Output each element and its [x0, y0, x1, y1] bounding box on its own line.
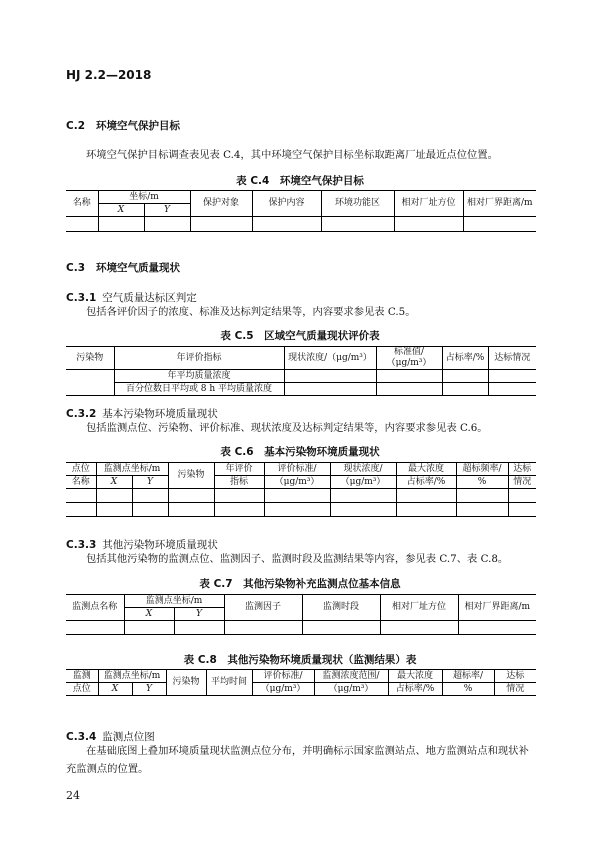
section-c34-paragraph-line2: 充监测点的位置。: [66, 763, 149, 775]
section-title: 空气质量达标区判定: [102, 292, 197, 304]
table-row: [66, 489, 536, 503]
col-object: 保护对象: [190, 191, 252, 217]
col-status: 达标: [494, 670, 536, 683]
row-annual: 年平均质量浓度: [114, 370, 284, 383]
col-standard: 评价标准/: [264, 463, 330, 476]
col-status: 达标情况: [488, 347, 536, 370]
col-point: 点位: [66, 463, 96, 476]
section-number: C.2: [66, 120, 86, 132]
table-row: [66, 370, 536, 383]
section-number: C.3: [66, 262, 86, 274]
col-factor: 监测因子: [224, 595, 302, 621]
col-y: Y: [144, 204, 190, 217]
col-content: 保护内容: [252, 191, 321, 217]
col-name: 名称: [66, 191, 98, 217]
table-c5-caption: 表 C.5 区域空气质量现状评价表: [220, 330, 380, 342]
col-max-2: 占标率/%: [388, 683, 442, 696]
col-exceed-2: %: [456, 476, 508, 489]
col-max-2: 占标率/%: [396, 476, 456, 489]
table-c6: [66, 462, 536, 517]
col-coord: 监测点坐标/m: [96, 463, 168, 476]
section-c31-paragraph: 包括各评价因子的浓度、标准及达标判定结果等，内容要求参见表 C.5。: [86, 306, 416, 318]
col-status-2: 情况: [494, 683, 536, 696]
col-x: X: [98, 204, 144, 217]
table-c4: [66, 190, 536, 232]
section-c3-heading: [66, 260, 180, 275]
col-point-2: 名称: [66, 476, 96, 489]
col-concentration: 现状浓度/: [330, 463, 396, 476]
col-name: 监测点名称: [66, 595, 124, 621]
col-direction: 相对厂址方位: [394, 191, 463, 217]
col-concentration-unit: （μg/m³）: [330, 476, 396, 489]
col-index-2: 指标: [214, 476, 264, 489]
section-title: 环境空气保护目标: [95, 120, 180, 132]
col-y: Y: [132, 476, 168, 489]
col-concentration: 现状浓度/（μg/m³）: [284, 347, 376, 370]
col-standard: 评价标准/: [252, 670, 314, 683]
table-c8-caption: 表 C.8 其他污染物环境质量现状（监测结果）表: [183, 654, 417, 666]
col-max: 最大浓度: [396, 463, 456, 476]
document-header: HJ 2.2—2018: [66, 68, 152, 82]
section-c32-paragraph: 包括监测点位、污染物、评价标准、现状浓度及达标判定结果等，内容要求参见表 C.6。: [86, 422, 488, 434]
col-x: X: [124, 608, 174, 621]
table-row: [66, 217, 536, 232]
col-standard-unit: （μg/m³）: [264, 476, 330, 489]
table-row: [66, 503, 536, 517]
col-point-2: 点位: [66, 683, 98, 696]
col-standard: 标准值/（μg/m³）: [376, 347, 442, 370]
table-c4-caption: 表 C.4 环境空气保护目标: [236, 175, 364, 187]
section-number: C.3.4: [66, 731, 97, 743]
section-title: 基本污染物环境质量现状: [102, 408, 218, 420]
table-row: [66, 383, 536, 396]
col-coord: 监测点坐标/m: [124, 595, 224, 608]
page-number: 24: [66, 789, 80, 802]
section-c34-paragraph-line1: 在基础底图上叠加环境质量现状监测点位分布，并明确标示国家监测站点、地方监测站点和现状补: [86, 745, 529, 757]
table-row: [66, 621, 536, 635]
col-distance: 相对厂界距离/m: [463, 191, 536, 217]
col-coord: 坐标/m: [98, 191, 190, 204]
section-c33-paragraph: 包括其他污染物的监测点位、监测因子、监测时段及监测结果等内容，参见表 C.7、表 C.8。: [86, 553, 509, 565]
section-number: C.3.2: [66, 408, 97, 420]
col-exceed-2: %: [442, 683, 494, 696]
col-pollutant: 污染物: [66, 347, 114, 370]
col-rate: 占标率/%: [442, 347, 488, 370]
col-pollutant: 污染物: [166, 670, 206, 696]
col-range: 监测浓度范围/: [314, 670, 388, 683]
col-period: 监测时段: [302, 595, 380, 621]
row-percentile: 百分位数日平均或 8 h 平均质量浓度: [114, 383, 284, 396]
section-c2-paragraph: 环境空气保护目标调查表见表 C.4，其中环境空气保护目标坐标取距离厂址最近点位位置。: [86, 149, 498, 161]
col-range-unit: （μg/m³）: [314, 683, 388, 696]
col-status-2: 情况: [508, 476, 536, 489]
col-exceed: 超标率/: [442, 670, 494, 683]
section-title: 监测点位图: [102, 731, 155, 743]
table-c6-caption: 表 C.6 基本污染物环境质量现状: [220, 446, 380, 458]
col-exceed: 超标频率/: [456, 463, 508, 476]
table-c7: [66, 594, 536, 635]
col-avg-time: 平均时间: [206, 670, 252, 696]
section-title: 其他污染物环境质量现状: [102, 539, 218, 551]
col-index: 年评价: [214, 463, 264, 476]
section-title: 环境空气质量现状: [95, 262, 180, 274]
col-max: 最大浓度: [388, 670, 442, 683]
section-number: C.3.3: [66, 539, 97, 551]
table-c5: [66, 346, 536, 396]
col-distance: 相对厂界距离/m: [458, 595, 536, 621]
col-zone: 环境功能区: [321, 191, 394, 217]
section-number: C.3.1: [66, 292, 97, 304]
col-pollutant: 污染物: [168, 463, 214, 489]
section-c2-heading: [66, 118, 180, 133]
col-standard-unit: （μg/m³）: [252, 683, 314, 696]
col-direction: 相对厂址方位: [380, 595, 458, 621]
col-y: Y: [174, 608, 224, 621]
col-x: X: [96, 476, 132, 489]
col-y: Y: [132, 683, 166, 696]
col-index: 年评价指标: [114, 347, 284, 370]
col-x: X: [98, 683, 132, 696]
table-c7-caption: 表 C.7 其他污染物补充监测点位基本信息: [199, 578, 401, 590]
col-point: 监测: [66, 670, 98, 683]
col-coord: 监测点坐标/m: [98, 670, 166, 683]
col-status: 达标: [508, 463, 536, 476]
table-c8: [66, 669, 536, 696]
